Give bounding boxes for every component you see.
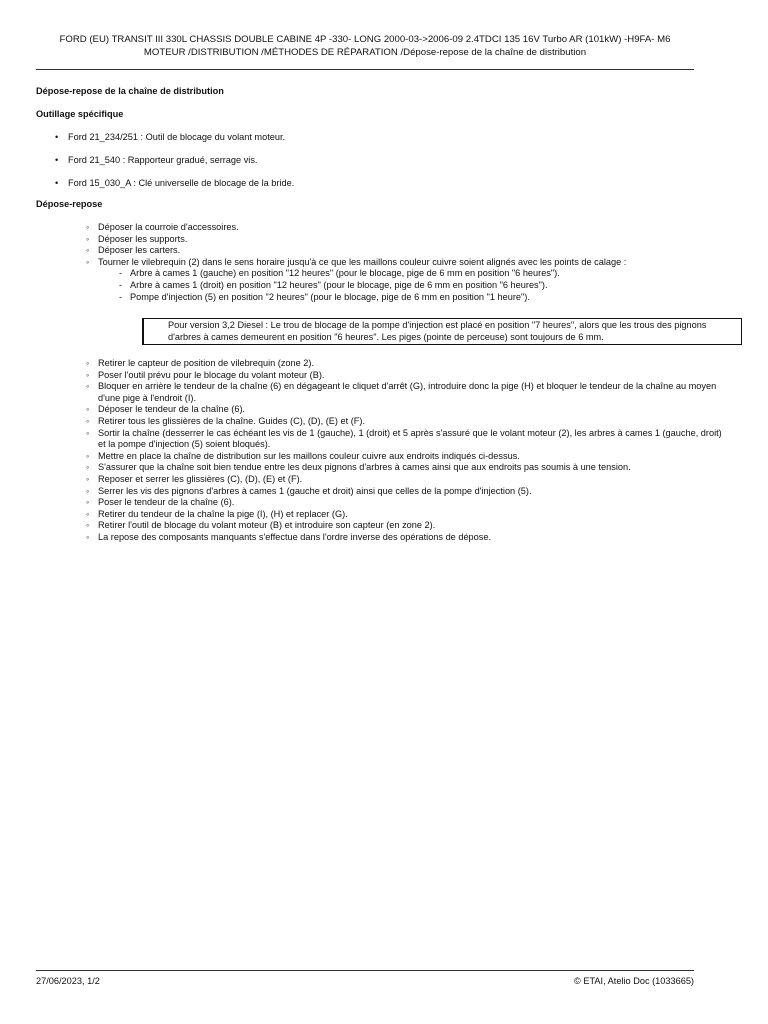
- tool-item: • Ford 15_030_A : Clé universelle de blocage de la bride.: [54, 178, 294, 201]
- footer-copyright: © ETAI, Atelio Doc (1033665): [574, 976, 694, 986]
- substeps-list: [98, 268, 726, 303]
- procedure-step: ◦ Retirer l'outil de blocage du volant moteur (B) et introduire son capteur (en zone 2).: [86, 520, 726, 532]
- procedure-section-title: Dépose-repose: [36, 199, 103, 209]
- substep: - Pompe d'injection (5) en position "2 heures" (pour le blocage, pige de 6 mm en position "1 heure").: [98, 292, 726, 304]
- note-box: Pour version 3,2 Diesel : Le trou de blocage de la pompe d'injection est placé en position "7 heures", alors que les trous des pignons d'arbres à cames demeurent en position "6 heures". Les piges (pointe de perceuse) sont toujours de 6 mm.: [142, 318, 742, 345]
- procedure-step: ◦ Bloquer en arrière le tendeur de la chaîne (6) en dégageant le cliquet d'arrêt (G), introduire donc la pige (H) et bloquer le tendeur de la chaîne au moyen d'une pige à l'endroit (I).: [86, 381, 726, 404]
- procedure-step: ◦ Poser l'outil prévu pour le blocage du volant moteur (B).: [86, 370, 726, 382]
- footer-divider: [36, 970, 694, 971]
- procedure-step: ◦ Retirer du tendeur de la chaîne la pige (I), (H) et replacer (G).: [86, 509, 726, 521]
- procedure-step: ◦ Déposer la courroie d'accessoires.: [86, 222, 726, 234]
- procedure-step: ◦ Serrer les vis des pignons d'arbres à cames 1 (gauche et droit) ainsi que celles de la pompe d'injection (5).: [86, 486, 726, 498]
- procedure-step: ◦ Sortir la chaîne (desserrer le cas échéant les vis de 1 (gauche), 1 (droit) et 5 après s'assuré que le volant moteur (2), les arbres à cames 1 (gauche, droit) et la pompe d'injection (5) soient bloqués).: [86, 428, 726, 451]
- header-vehicle-line: FORD (EU) TRANSIT III 330L CHASSIS DOUBLE CABINE 4P -330- LONG 2000-03->2006-09 2.4TDCI 135 16V Turbo AR (101kW) -H9FA- M6: [59, 34, 671, 45]
- procedure-step: ◦ Retirer tous les glissières de la chaîne. Guides (C), (D), (E) et (F).: [86, 416, 726, 428]
- procedure-steps-list-continued: [86, 358, 726, 544]
- procedure-steps-list: [86, 222, 726, 303]
- procedure-step-text: Tourner le vilebrequin (2) dans le sens horaire jusqu'à ce que les maillons couleur cuivre soient alignés avec les points de calage :: [98, 256, 627, 267]
- procedure-step: ◦ S'assurer que la chaîne soit bien tendue entre les deux pignons d'arbres à cames ainsi que aux endroits pas soumis à une tension.: [86, 462, 726, 474]
- procedure-step: ◦ Poser le tendeur de la chaîne (6).: [86, 497, 726, 509]
- tool-item: • Ford 21_234/251 : Outil de blocage du volant moteur.: [54, 132, 294, 155]
- procedure-step: ◦ Mettre en place la chaîne de distribution sur les maillons couleur cuivre aux endroits indiqués ci-dessus.: [86, 451, 726, 463]
- page-title: Dépose-repose de la chaîne de distribution: [36, 86, 224, 96]
- tools-list: [54, 132, 294, 201]
- substep: - Arbre à cames 1 (gauche) en position "12 heures" (pour le blocage, pige de 6 mm en position "6 heures").: [98, 268, 726, 280]
- procedure-step: ◦ Reposer et serrer les glissières (C), (D), (E) et (F).: [86, 474, 726, 486]
- procedure-step: ◦ Retirer le capteur de position de vilebrequin (zone 2).: [86, 358, 726, 370]
- tools-section-title: Outillage spécifique: [36, 109, 124, 119]
- procedure-step-with-substeps: [86, 257, 726, 303]
- procedure-step: ◦ La repose des composants manquants s'effectue dans l'ordre inverse des opérations de dépose.: [86, 532, 726, 544]
- tool-item: • Ford 21_540 : Rapporteur gradué, serrage vis.: [54, 155, 294, 178]
- procedure-step: ◦ Déposer les supports.: [86, 234, 726, 246]
- footer-date-page: 27/06/2023, 1/2: [36, 976, 100, 986]
- procedure-step: ◦ Déposer le tendeur de la chaîne (6).: [86, 404, 726, 416]
- substep: - Arbre à cames 1 (droit) en position "12 heures" (pour le blocage, pige de 6 mm en position "6 heures").: [98, 280, 726, 292]
- header-breadcrumb: MOTEUR /DISTRIBUTION /MÉTHODES DE RÉPARATION /Dépose-repose de la chaîne de distribution: [143, 47, 587, 58]
- document-header: [36, 33, 694, 59]
- header-divider: [36, 69, 694, 70]
- procedure-step: ◦ Déposer les carters.: [86, 245, 726, 257]
